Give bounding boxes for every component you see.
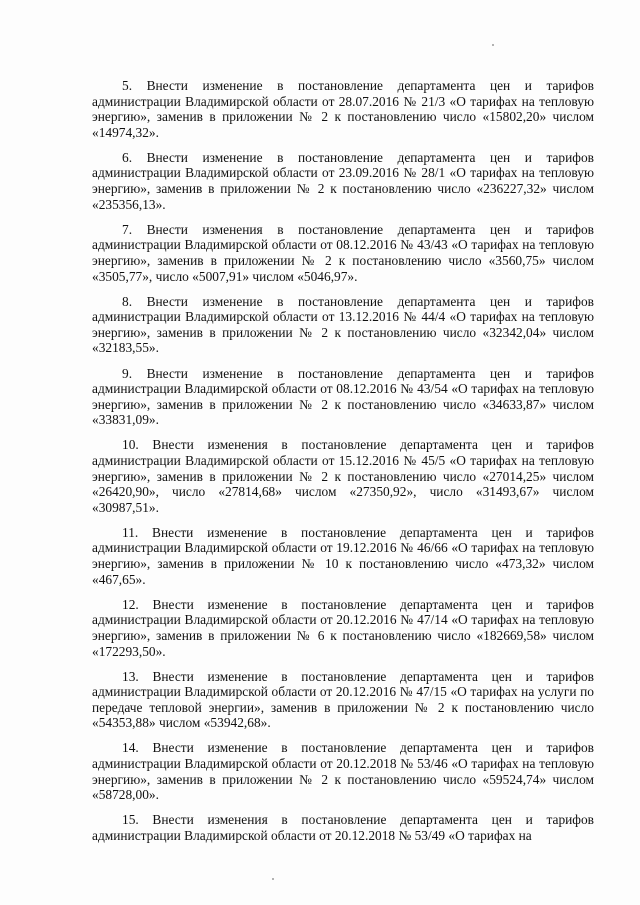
document-body xyxy=(92,78,594,844)
paragraph-item-12: 12. Внести изменение в постановление департамента цен и тарифов администрации Владимирской области от 20.12.2016 № 47/14 «О тарифах на тепловую энергию», заменив в приложении № 6 к постановлению число «182669,58» числом «172293,50». xyxy=(92,596,594,659)
scan-speck xyxy=(492,44,494,46)
paragraph-item-11: 11. Внести изменение в постановление департамента цен и тарифов администрации Владимирской области от 19.12.2016 № 46/66 «О тарифах на тепловую энергию», заменив в приложении № 10 к постановлению число «473,32» числом «467,65». xyxy=(92,524,594,587)
paragraph-item-6: 6. Внести изменение в постановление департамента цен и тарифов администрации Владимирской области от 23.09.2016 № 28/1 «О тарифах на тепловую энергию», заменив в приложении № 2 к постановлению число «236227,32» числом «235356,13». xyxy=(92,149,594,212)
paragraph-item-8: 8. Внести изменение в постановление департамента цен и тарифов администрации Владимирской области от 13.12.2016 № 44/4 «О тарифах на тепловую энергию», заменив в приложении № 2 к постановлению число «32342,04» числом «32183,55». xyxy=(92,293,594,356)
paragraph-item-10: 10. Внести изменения в постановление департамента цен и тарифов администрации Владимирской области от 15.12.2016 № 45/5 «О тарифах на тепловую энергию», заменив в приложении № 2 к постановлению число «27014,25» числом «26420,90», число «27814,68» числом «27350,92», число «31493,67» числом «30987,51». xyxy=(92,437,594,515)
paragraph-item-14: 14. Внести изменение в постановление департамента цен и тарифов администрации Владимирской области от 20.12.2018 № 53/46 «О тарифах на тепловую энергию», заменив в приложении № 2 к постановлению число «59524,74» числом «58728,00». xyxy=(92,740,594,803)
paragraph-item-5: 5. Внести изменение в постановление департамента цен и тарифов администрации Владимирской области от 28.07.2016 № 21/3 «О тарифах на тепловую энергию», заменив в приложении № 2 к постановлению число «15802,20» числом «14974,32». xyxy=(92,78,594,140)
paragraph-item-13: 13. Внести изменение в постановление департамента цен и тарифов администрации Владимирской области от 20.12.2016 № 47/15 «О тарифах на услуги по передаче тепловой энергии», заменив в приложении № 2 к постановлению число «54353,88» числом «53942,68». xyxy=(92,668,594,731)
scan-speck xyxy=(272,878,274,880)
paragraph-item-7: 7. Внести изменения в постановление департамента цен и тарифов администрации Владимирской области от 08.12.2016 № 43/43 «О тарифах на тепловую энергию», заменив в приложении № 2 к постановлению число «3560,75» числом «3505,77», число «5007,91» числом «5046,97». xyxy=(92,221,594,284)
paragraph-item-9: 9. Внести изменение в постановление департамента цен и тарифов администрации Владимирской области от 08.12.2016 № 43/54 «О тарифах на тепловую энергию», заменив в приложении № 2 к постановлению число «34633,87» числом «33831,09». xyxy=(92,365,594,428)
paragraph-item-15: 15. Внести изменения в постановление департамента цен и тарифов администрации Владимирской области от 20.12.2018 № 53/49 «О тарифах на xyxy=(92,812,594,843)
